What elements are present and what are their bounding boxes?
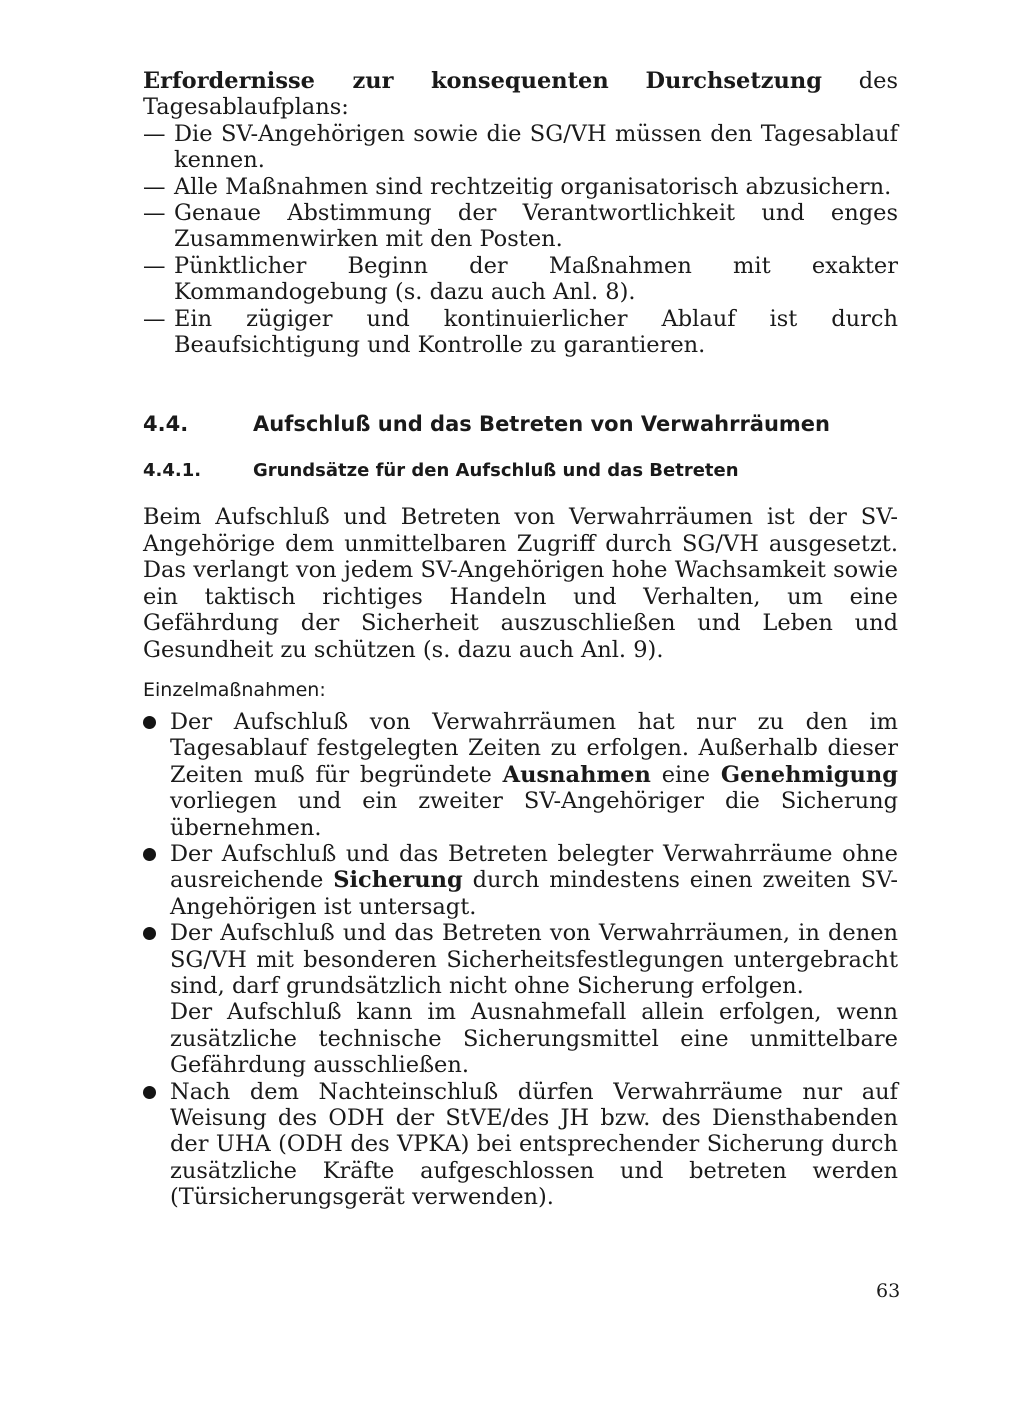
subsection-heading xyxy=(143,458,898,484)
requirement-item: — Die SV-Angehörigen sowie die SG/VH müssen den Tagesablauf kennen. xyxy=(143,121,898,174)
requirements-list xyxy=(143,121,898,359)
measure-item: Nach dem Nachteinschluß dürfen Verwahrräume nur auf Weisung des ODH der StVE/des JH bzw. des Diensthabenden der UHA (ODH des VPKA) bei entsprechender Sicherung durch zusätzliche Kräfte aufgeschlossen und betreten werden (Türsicherungsgerät verwenden). xyxy=(143,1079,898,1211)
emphasis-sicherung: Sicherung xyxy=(333,867,463,894)
intro-rest: des Tagesablaufplans: xyxy=(143,68,899,121)
emphasis-ausnahmen: Ausnahmen xyxy=(502,761,651,788)
intro-paragraph xyxy=(143,68,898,121)
requirement-item: — Alle Maßnahmen sind rechtzeitig organisatorisch abzusichern. xyxy=(143,174,898,200)
requirement-item: — Ein zügiger und kontinuierlicher Ablauf ist durch Beaufsichtigung und Kontrolle zu garantieren. xyxy=(143,306,898,359)
subsection-title: Grundsätze für den Aufschluß und das Betreten xyxy=(253,460,739,482)
body-paragraph: Beim Aufschluß und Betreten von Verwahrräumen ist der SV-Angehörige dem unmittelbaren Zugriff durch SG/VH ausgesetzt. Das verlangt von jedem SV-Angehörigen hohe Wachsamkeit sowie ein taktisch richtiges Handeln und Verhalten, um eine Gefährdung der Sicherheit auszuschließen und Leben und Gesundheit zu schützen (s. dazu auch Anl. 9). xyxy=(143,504,898,663)
intro-bold-keyword: Durchsetzung xyxy=(645,68,822,94)
bullet-dot-icon xyxy=(143,848,156,861)
bullet-dot-icon xyxy=(143,1086,156,1099)
section-title: Aufschluß und das Betreten von Verwahrräumen xyxy=(253,412,830,437)
measure-item: Der Aufschluß und das Betreten von Verwahrräumen, in denen SG/VH mit besonderen Sicherheitsfestlegungen untergebracht sind, darf grundsätzlich nicht ohne Sicherung erfolgen. Der Aufschluß kann im Ausnahmefall allein erfolgen, wenn zusätzliche technische Sicherungsmittel eine unmittelbare Gefährdung ausschließen. xyxy=(143,920,898,1078)
section-heading xyxy=(143,410,898,438)
section-number: 4.4. xyxy=(143,412,189,437)
measures-list xyxy=(143,709,898,1211)
requirement-item: — Pünktlicher Beginn der Maßnahmen mit exakter Kommandogebung (s. dazu auch Anl. 8). xyxy=(143,253,898,306)
measure-item: Der Aufschluß von Verwahrräumen hat nur zu den im Tagesablauf festgelegten Zeiten zu erfolgen. Außerhalb dieser Zeiten muß für begründete Ausnahmen eine Genehmigung vorliegen und ein zweiter SV-Angehöriger die Sicherung übernehmen. xyxy=(143,709,898,841)
emphasis-genehmigung: Genehmigung xyxy=(720,761,898,788)
measure-item: Der Aufschluß und das Betreten belegter Verwahrräume ohne ausreichende Sicherung durch mindestens einen zweiten SV-Angehörigen ist untersagt. xyxy=(143,841,898,920)
intro-bold-phrase: Erfordernisse zur konsequenten xyxy=(143,68,609,94)
bullet-dot-icon xyxy=(143,716,156,729)
requirement-item: — Genaue Abstimmung der Verantwortlichkeit und enges Zusammenwirken mit den Posten. xyxy=(143,200,898,253)
page-number: 63 xyxy=(876,1280,901,1302)
bullet-dot-icon xyxy=(143,927,156,940)
measures-label: Einzelmaßnahmen: xyxy=(143,678,326,701)
document-page xyxy=(143,68,898,1211)
subsection-number: 4.4.1. xyxy=(143,460,202,482)
